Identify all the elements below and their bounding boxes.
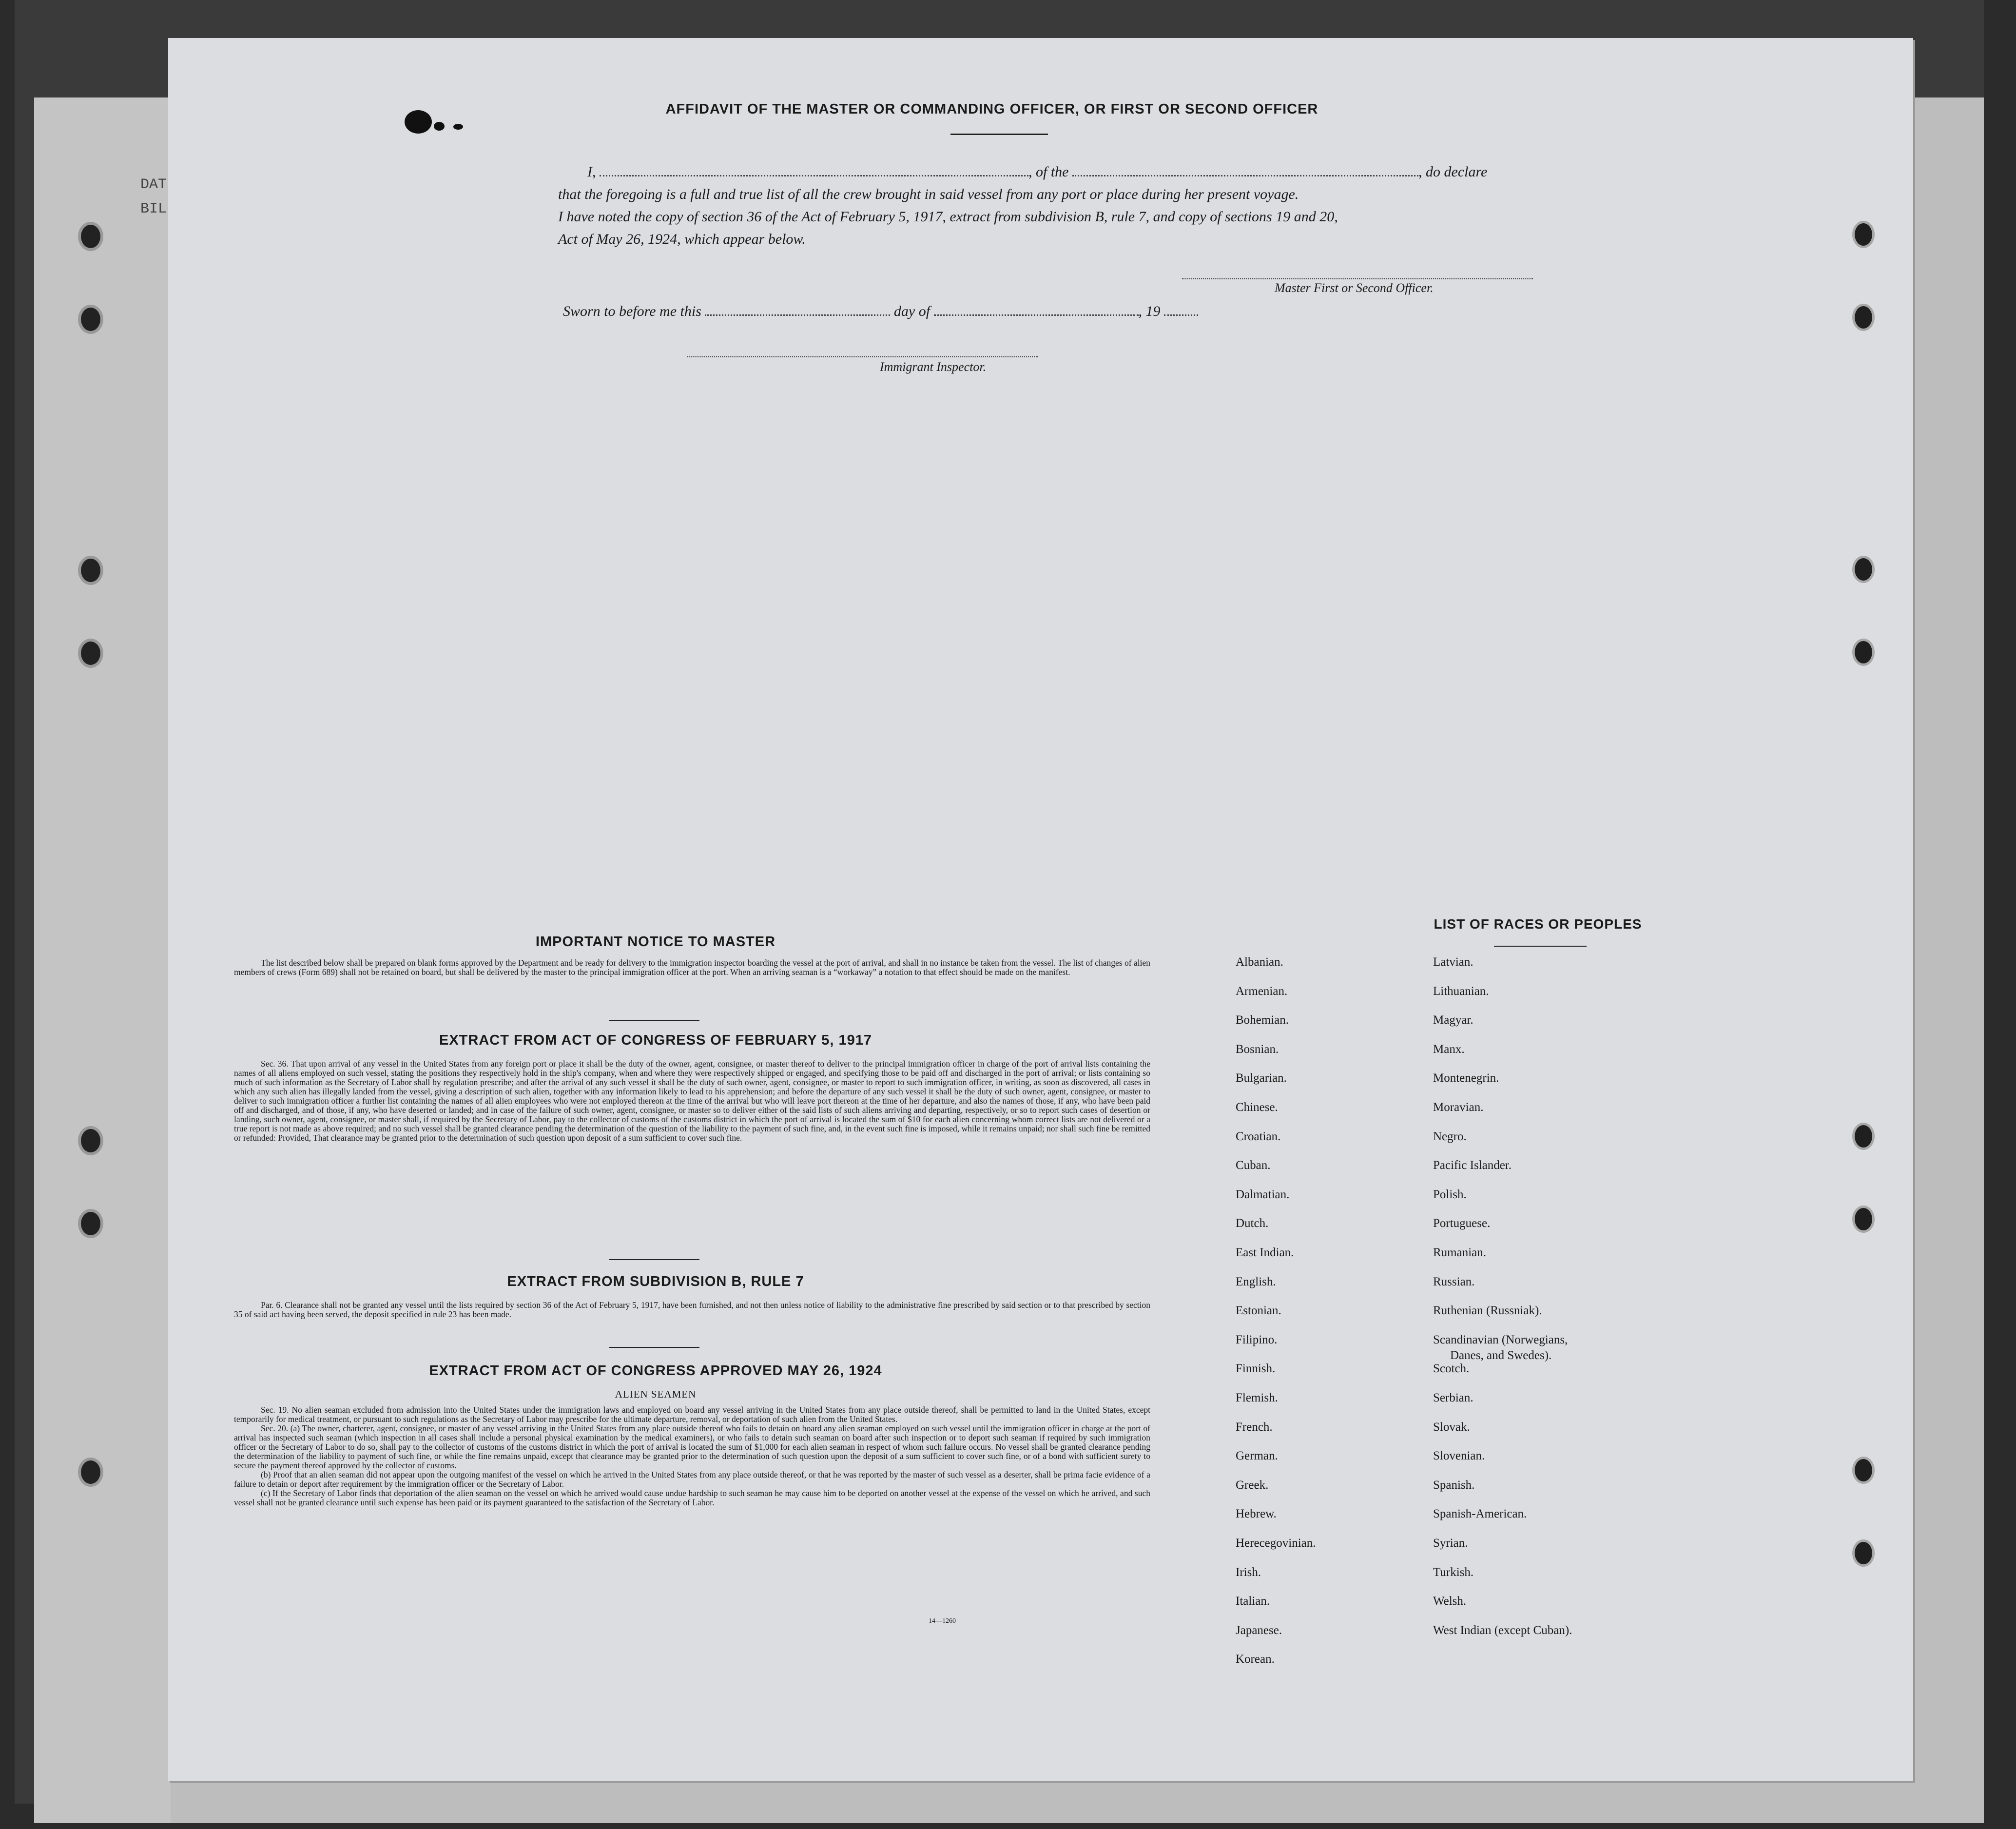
notice-body: The list described below shall be prepared on blank forms approved by the Department and be ready for delivery to the immigration inspector boarding the vessel at the port of arrival, and shall in no instance be taken from the vessel. The list of changes of alien members of crews (Form 689) shall not be retained on board, but shall be delivered by the master to the principal immigration officer at the port. When an arriving seaman is a “workaway” a notation to that effect should be made on the manifest. (234, 958, 1150, 977)
race-item: Spanish-American. (1433, 1507, 1527, 1521)
ink-blot (405, 110, 432, 134)
affidavit-line-4: Act of May 26, 1924, which appear below. (558, 231, 806, 247)
binder-hole (78, 305, 103, 334)
month-blank (934, 314, 1139, 316)
sworn-line (563, 300, 1198, 323)
affidavit-line-3: I have noted the copy of section 36 of the Act of February 5, 1917, extract from subdivision B, rule 7, and copy of sections 19 and 20, (558, 209, 1338, 225)
punch-hole (1852, 1539, 1875, 1567)
race-item: Rumanian. (1433, 1246, 1487, 1259)
race-item: Montenegrin. (1433, 1071, 1499, 1085)
race-item: Portuguese. (1433, 1217, 1491, 1230)
race-item: Magyar. (1433, 1013, 1473, 1027)
affidavit-line-1 (587, 161, 1684, 183)
race-item: Serbian. (1433, 1391, 1473, 1404)
form-number: 14—1260 (929, 1617, 956, 1625)
punch-hole (1852, 221, 1875, 248)
extract-1917-body: Sec. 36. That upon arrival of any vessel in the United States from any foreign port or place it shall be the duty of the owner, agent, consignee, or master thereof to deliver to the principal immigration officer in charge of the port of arrival lists containing the names of all aliens employed on such vessel, stating the positions they respectively hold in the ship's company, when and where they were respectively shipped or engaged, and specifying those to be paid off and discharged in the port of arrival; or lists containing so much of such information as the Secretary of Labor shall by regulation prescribe; and after the arrival of any such vessel it shall be the duty of such owner, agent, consignee, or master to report to such immigration officer, in writing, as soon as discovered, all cases in which any such alien has illegally landed from the vessel, giving a description of such alien, together with any information likely to lead to his apprehension; and before the departure of any such vessel it shall be the duty of such owner, agent, consignee, or master to deliver to such immigration officer a further list containing the names of all alien employees who were not employed thereon at the time of the arrival but who will leave port thereon at the time of her departure, and also the names of those, if any, who have been paid off and discharged, and of those, if any, who have deserted or landed; and in case of the failure of such owner, agent, consignee, or master so to deliver either of the said lists of such aliens arriving and departing, respectively, or so to report such cases of desertion or landing, such owner, agent, consignee, or master shall, if required by the Secretary of Labor, pay to the collector of customs of the customs district in which the port of arrival is located the sum of $10 for each alien concerning whom correct lists are not delivered or a true report is not made as above required; and no such vessel shall be granted clearance pending the determination of the question of the liability to the payment of such fine, and, in the event such fine is imposed, while it remains unpaid; nor shall such fine be remitted or refunded: Provided, That clearance may be granted prior to the determination of such question upon deposit of a sum sufficient to cover such fine. (234, 1059, 1150, 1143)
race-item: Moravian. (1433, 1101, 1484, 1114)
master-signature-line (1182, 278, 1533, 279)
punch-hole (1852, 639, 1875, 666)
affidavit-line-2: that the foregoing is a full and true list of all the crew brought in said vessel from any port or place during her present voyage. (558, 186, 1299, 202)
race-item: Manx. (1433, 1042, 1465, 1056)
divider (609, 1020, 699, 1021)
race-item: Russian. (1433, 1275, 1475, 1288)
binder-hole (78, 222, 103, 251)
race-item: Negro. (1433, 1129, 1467, 1143)
race-item: Welsh. (1433, 1595, 1467, 1608)
affidavit-of-the: , of the (1028, 164, 1069, 180)
affidavit-i: I, (587, 164, 596, 180)
inspector-label: Immigrant Inspector. (880, 360, 987, 374)
race-item: Herecegovinian. (1236, 1537, 1316, 1550)
race-item: Croatian. (1236, 1129, 1281, 1143)
alien-seamen-subtitle: ALIEN SEAMEN (615, 1388, 697, 1400)
margin-text-2: BIL (140, 201, 167, 217)
race-item: Dalmatian. (1236, 1187, 1290, 1201)
form-page (168, 38, 1913, 1781)
ink-blot (434, 122, 445, 131)
race-item: Korean. (1236, 1653, 1275, 1666)
affidavit-declare: , do declare (1418, 164, 1488, 180)
race-item: East Indian. (1236, 1246, 1294, 1259)
punch-hole (1852, 556, 1875, 583)
extract-1917-title: EXTRACT FROM ACT OF CONGRESS OF FEBRUARY 5, 1917 (439, 1032, 872, 1048)
rule7-body: Par. 6. Clearance shall not be granted any vessel until the lists required by section 36 of the Act of February 5, 1917, have been furnished, and not then unless notice of liability to the administrative fine prescribed by said section or to that prescribed by section 35 of said act having been served, the deposit specified in rule 23 has been made. (234, 1300, 1150, 1319)
race-item: Pacific Islander. (1433, 1159, 1512, 1172)
underlying-page-strip (34, 97, 171, 1823)
race-item: Syrian. (1433, 1537, 1468, 1550)
race-item: Slovak. (1433, 1420, 1470, 1434)
ink-blot (453, 124, 463, 130)
race-item: Dutch. (1236, 1217, 1269, 1230)
binder-hole (78, 1209, 103, 1238)
binder-hole (78, 556, 103, 585)
divider (609, 1347, 699, 1348)
race-item: Latvian. (1433, 955, 1473, 969)
race-item: Flemish. (1236, 1391, 1278, 1404)
section-20b: (b) Proof that an alien seaman did not appear upon the outgoing manifest of the vessel on which he arrived in the United States from any place outside thereof, or that he was reported by the master of such vessel as a deserter, shall be prima facie evidence of a failure to detain or deport after requirement by the immigration officer or the Secretary of Labor. (234, 1470, 1150, 1489)
race-item: Finnish. (1236, 1362, 1276, 1376)
binder-hole (78, 639, 103, 668)
race-item: Italian. (1236, 1595, 1270, 1608)
extract-1924-title: EXTRACT FROM ACT OF CONGRESS APPROVED MAY 26, 1924 (429, 1363, 882, 1379)
divider (950, 134, 1048, 135)
day-of-text: day of (893, 303, 930, 319)
race-item: Filipino. (1236, 1333, 1278, 1346)
race-item: Turkish. (1433, 1565, 1474, 1579)
binder-hole (78, 1458, 103, 1487)
name-blank (600, 175, 1028, 176)
margin-text-1: DAT (140, 176, 167, 193)
vessel-blank (1072, 175, 1418, 176)
race-item: Bohemian. (1236, 1013, 1289, 1027)
race-item: Japanese. (1236, 1623, 1282, 1637)
race-item: English. (1236, 1275, 1276, 1288)
affidavit-title: AFFIDAVIT OF THE MASTER OR COMMANDING OFFICER, OR FIRST OR SECOND OFFICER (665, 101, 1318, 117)
race-item: Chinese. (1236, 1101, 1278, 1114)
inspector-signature-line (687, 356, 1038, 357)
sworn-text: Sworn to before me this (563, 303, 701, 319)
race-item: West Indian (except Cuban). (1433, 1623, 1572, 1637)
race-item: Danes, and Swedes). (1450, 1348, 1552, 1362)
section-19: Sec. 19. No alien seaman excluded from admission into the United States under the immigration laws and employed on board any vessel arriving in the United States from any place outside thereof, shall be permitted to land in the United States, except temporarily for medical treatment, or pursuant to such regulations as the Secretary of Labor may prescribe for the ultimate departure, removal, or deportation of such alien from the United States. (234, 1405, 1150, 1424)
punch-hole (1852, 1206, 1875, 1233)
binder-hole (78, 1126, 103, 1155)
race-item: Cuban. (1236, 1159, 1271, 1172)
race-item: Ruthenian (Russniak). (1433, 1304, 1542, 1318)
extract-1924-body (234, 1405, 1150, 1507)
race-item: Armenian. (1236, 984, 1288, 998)
race-item: Irish. (1236, 1565, 1261, 1579)
race-item: Estonian. (1236, 1304, 1281, 1318)
race-item: Bosnian. (1236, 1042, 1279, 1056)
punch-hole (1852, 304, 1875, 331)
races-title: LIST OF RACES OR PEOPLES (1434, 916, 1642, 932)
race-item: Lithuanian. (1433, 984, 1489, 998)
race-item: Scandinavian (Norwegians, (1433, 1333, 1568, 1346)
race-item: Bulgarian. (1236, 1071, 1287, 1085)
day-blank (705, 314, 890, 316)
year-prefix: , 19 (1138, 303, 1161, 319)
section-20c: (c) If the Secretary of Labor finds that deportation of the alien seaman on the vessel on which he arrived would cause undue hardship to such seaman he may cause him to be deported on another vessel at the expense of the vessel on which he arrived, and such vessel shall not be granted clearance until such expense has been paid or its payment guaranteed to the satisfaction of the Secretary of Labor. (234, 1488, 1150, 1507)
race-item: French. (1236, 1420, 1273, 1434)
race-item: Slovenian. (1433, 1449, 1485, 1463)
race-item: Greek. (1236, 1478, 1269, 1492)
year-blank (1164, 314, 1198, 316)
punch-hole (1852, 1123, 1875, 1150)
rule7-title: EXTRACT FROM SUBDIVISION B, RULE 7 (507, 1274, 804, 1289)
race-item: Albanian. (1236, 955, 1283, 969)
race-item: Scotch. (1433, 1362, 1470, 1376)
race-item: German. (1236, 1449, 1278, 1463)
section-20a: Sec. 20. (a) The owner, charterer, agent, consignee, or master of any vessel arriving in the United States from any place outside thereof who fails to detain on board any alien seaman employed on such vessel until the immigration officer in charge at the port of arrival has inspected such seaman (which inspection in all cases shall include a personal physical examination by the medical examiners), or who fails to detain such seaman on board after such inspection or to deport such seaman if required by such immigration officer or the Secretary of Labor to do so, shall pay to the collector of customs of the customs district in which the port of arrival is located the sum of $1,000 for each alien seaman in respect of whom such failure occurs. No vessel shall be granted clearance pending the determination of the liability to payment of such fine, or while the fine remains unpaid, except that clearance may be granted prior to the determination of such question upon the deposit of a sum sufficient to cover such fine, or of a bond with sufficient surety to secure the payment thereof approved by the collector of customs. (234, 1423, 1150, 1470)
punch-hole (1852, 1457, 1875, 1484)
race-item: Spanish. (1433, 1478, 1475, 1492)
race-item: Hebrew. (1236, 1507, 1277, 1521)
divider (1494, 946, 1587, 947)
divider (609, 1259, 699, 1260)
master-signature-label: Master First or Second Officer. (1275, 281, 1434, 295)
notice-title: IMPORTANT NOTICE TO MASTER (535, 934, 776, 950)
race-item: Polish. (1433, 1187, 1467, 1201)
